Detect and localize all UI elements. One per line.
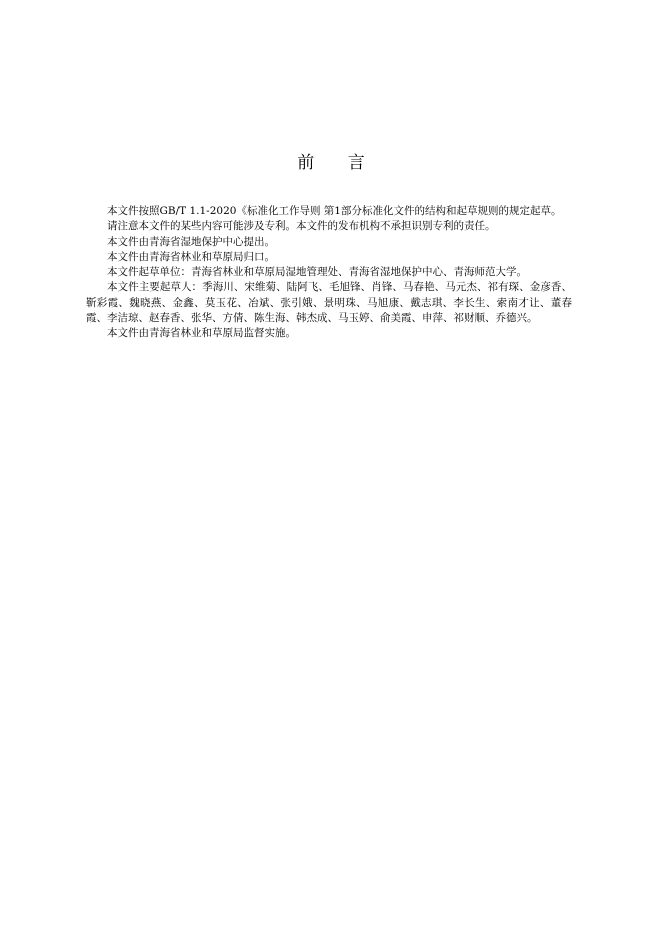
paragraph-supervision: 本文件由青海省林业和草原局监督实施。 <box>107 327 296 340</box>
page-title: 前 言 <box>297 153 379 173</box>
paragraph-standard-basis: 本文件按照GB/T 1.1-2020《标准化工作导则 第1部分标准化文件的结构和起草规则的规定起草。 <box>107 205 562 217</box>
paragraph-patent-notice: 请注意本文件的某些内容可能涉及专利。本文件的发布机构不承担识别专利的责任。 <box>107 220 496 233</box>
paragraph-centralized-by: 本文件由青海省林业和草原局归口。 <box>107 250 275 263</box>
paragraph-drafting-units: 本文件起草单位：青海省林业和草原局湿地管理处、青海省湿地保护中心、青海师范大学。 <box>107 266 527 279</box>
foreword-body <box>86 204 572 342</box>
paragraph-proposer: 本文件由青海省湿地保护中心提出。 <box>107 235 275 248</box>
paragraph-drafters: 本文件主要起草人：季海川、宋维菊、陆阿飞、毛旭锋、肖锋、马春艳、马元杰、祁有琛、金彦香、靳彩霞、魏晓燕、金鑫、莫玉花、冶斌、张引娥、景明珠、马旭康、戴志琪、李长生、索南才让、董春霞、李洁琼、赵春香、张华、方倩、陈生海、韩杰成、马玉婷、俞美霞、申萍、祁财顺、乔德兴。 <box>86 281 572 325</box>
